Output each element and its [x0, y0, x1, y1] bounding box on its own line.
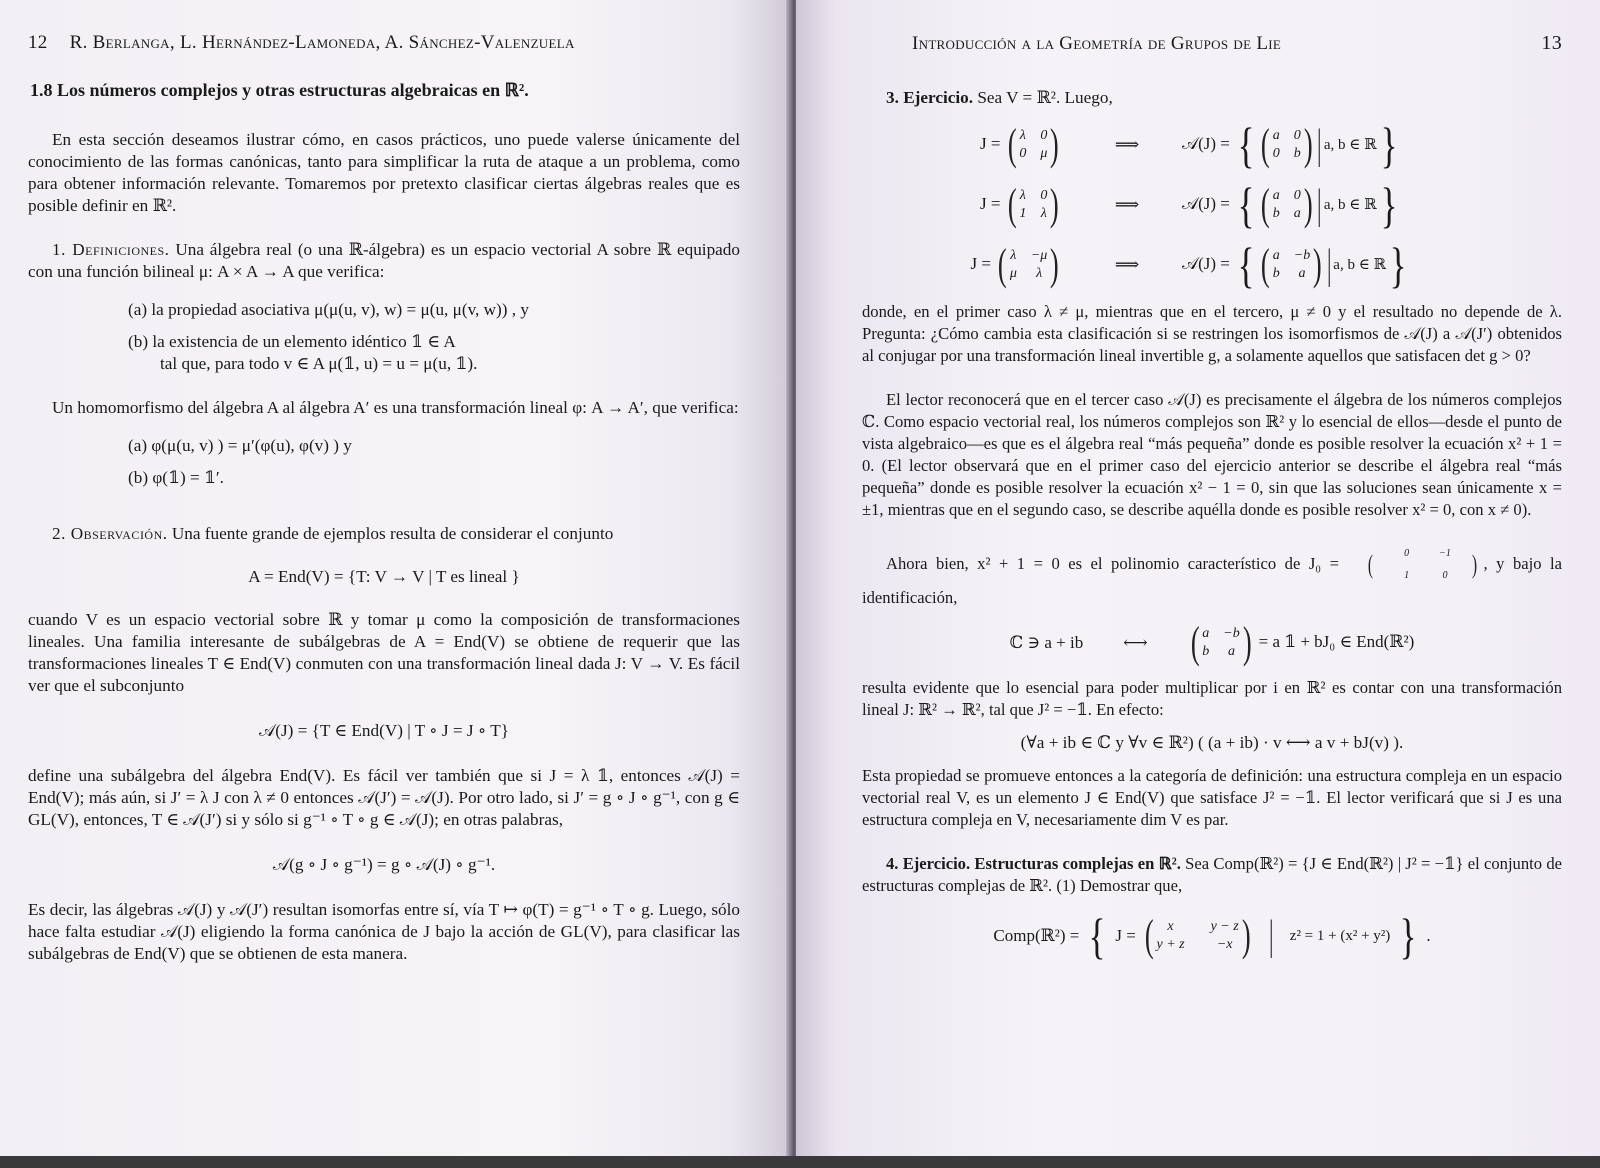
left-running-head — [28, 32, 740, 54]
definitions-paragraph — [28, 239, 740, 283]
title-header: Introducción a la Geometría de Grupos de Lie — [912, 33, 1282, 54]
defines-paragraph: define una subálgebra del álgebra End(V). Es fácil ver también que si J = λ 𝟙, entonces 𝒜(J) = End(V); más aún, si J′ = λ J con λ ≠ 0 entonces 𝒜(J′) = 𝒜(J). Por otro lado, si J′ = g ∘ J ∘ g⁻¹, con g ∈ GL(V), entonces, T ∈ 𝒜(J′) si y sólo si g⁻¹ ∘ T ∘ g ∈ 𝒜(J); en otras palabras, — [28, 766, 740, 829]
j-label: J = — [979, 193, 1001, 213]
hom-item-a: (a) φ(μ(u, v) ) = μ′(φ(u), φ(v) ) y — [128, 436, 352, 455]
implies-arrow: ⟹ — [1114, 135, 1140, 154]
subalgebra-paragraph: cuando V es un espacio vectorial sobre ℝ y tomar μ como la composición de transformaciones lineales. Una familia interesante de subálgebras de A = End(V) se obtiene de requerir que las transformaciones lineales T ∈ End(V) conmuten con una transformación lineal dada J: V → V. Es fácil ver que el subconjunto — [28, 610, 740, 695]
ahora-paragraph — [862, 543, 1562, 609]
def-item-b-line1: (b) la existencia de un elemento idéntico 𝟙 ∈ A — [128, 332, 456, 351]
set-condition: a, b ∈ ℝ — [1323, 196, 1377, 213]
j-matrix: ( λ 0 1 λ ) — [1007, 180, 1060, 229]
closing-paragraph: Es decir, las álgebras 𝒜(J) y 𝒜(J′) resultan isomorfas entre sí, vía T ↦ φ(T) = g⁻¹ ∘ T ∘ g. Luego, sólo hace falta estudiar 𝒜(J) eligiendo la forma canónica de J bajo la acción de GL(V), para clasificar las subálgebras de End(V) que se obtienen de esta manera. — [28, 900, 740, 963]
definitions-text: Una álgebra real (o una ℝ-álgebra) es un espacio vectorial A sobre ℝ equipado con una función bilineal μ: A × A → A que verifica: — [28, 240, 740, 281]
def-item-b — [128, 331, 740, 375]
intro-paragraph: En esta sección deseamos ilustrar cómo, en casos prácticos, uno puede valerse únicamente del conocimiento de las formas canónicas, tanto para simplificar la ruta de ataque a un problema, como para obtener información relevante. Tomaremos por pretexto clasificar ciertas álgebras reales que es posible definir en ℝ². — [28, 130, 740, 215]
a-matrix: ( a −b b a ) — [1261, 240, 1322, 289]
bottom-edge — [0, 1156, 1600, 1168]
j-label: J = — [970, 253, 991, 273]
observation-paragraph — [28, 523, 740, 545]
exercise-3-cases — [862, 115, 1562, 295]
comp-formula: Comp(ℝ²) = { J = ( x y − z y + z −x ) | z² = 1 + (x² + y²) } . — [993, 908, 1431, 964]
identification-formula — [862, 613, 1562, 673]
result-paragraph: resulta evidente que lo esencial para poder multiplicar por i en ℝ² es contar con una transformación lineal J: ℝ² → ℝ², tal que J² = −𝟙. En efecto: — [862, 678, 1562, 719]
ident-lhs: ℂ ∋ a + ib — [1009, 633, 1084, 652]
case-row: J = ( λ 0 1 λ ) ⟹ 𝒜(J) = { ( a 0 b a ) | a, b ∈ ℝ} — [979, 177, 1397, 233]
homomorphism-paragraph: Un homomorfismo del álgebra A al álgebra A′ es una transformación lineal φ: A → A′, que verifica: — [52, 398, 739, 417]
def-item-a: (a) la propiedad asociativa μ(μ(u, v), w) = μ(u, μ(v, w)) , y — [128, 300, 529, 319]
implies-arrow: ⟹ — [1114, 195, 1140, 214]
ident-rhs: = a 𝟙 + bJ₀ ∈ End(ℝ²) — [1258, 631, 1415, 651]
comp-matrix: ( x y − z y + z −x ) — [1144, 911, 1251, 960]
exercise-4-text: Sea Comp(ℝ²) = {J ∈ End(ℝ²) | J² = −𝟙} el conjunto de estructuras complejas de ℝ². (1) Demostrar que, — [862, 854, 1562, 895]
exercise-4-paragraph — [862, 853, 1562, 897]
hom-item-b: (b) φ(𝟙) = 𝟙′. — [128, 468, 224, 487]
exercise-3-after: donde, en el primer caso λ ≠ μ, mientras que en el tercero, μ ≠ 0 y el resultado no depende de λ. Pregunta: ¿Cómo cambia esta clasificación si se restringen los isomorfismos de 𝒜(J) a 𝒜(J′) obtenidos al conjugar por una transformación lineal invertible g, a solamente aquellos que satisfacen det g > 0? — [862, 302, 1562, 365]
j-matrix: ( λ −μ μ λ ) — [998, 240, 1060, 289]
section-title: 1.8 Los números complejos y otras estructuras algebraicas en ℝ². — [30, 80, 529, 100]
observation-label: 2. Observación. — [52, 524, 168, 543]
author-header: R. Berlanga, L. Hernández-Lamoneda, A. Sánchez-Valenzuela — [69, 32, 575, 53]
forall-formula: (∀a + ib ∈ ℂ y ∀v ∈ ℝ²) ( (a + ib) · v ⟷ a v + bJ(v) ). — [1020, 733, 1404, 752]
definitions-label: 1. Definiciones. — [52, 240, 170, 259]
comp-condition: z² = 1 + (x² + y²) — [1289, 927, 1391, 944]
observation-text: Una fuente grande de ejemplos resulta de considerar el conjunto — [171, 524, 614, 543]
ahora-text-2: , y bajo la identificación, — [862, 553, 1563, 607]
j-label: J = — [979, 133, 1001, 153]
a-label: 𝒜(J) = — [1182, 133, 1230, 153]
right-page — [796, 0, 1600, 1158]
comp-j: J = — [1115, 926, 1136, 945]
set-condition: a, b ∈ ℝ — [1333, 256, 1387, 273]
def-item-b-line2: tal que, para todo v ∈ A μ(𝟙, u) = u = μ(u, 𝟙). — [160, 354, 478, 373]
property-paragraph: Esta propiedad se promueve entonces a la categoría de definición: una estructura compleja en un espacio vectorial real V, es un elemento J ∈ End(V) que satisface J² = −𝟙. El lector verificará que si J es una estructura compleja en V, necesariamente dim V es par. — [862, 766, 1562, 829]
exercise-3-label: 3. Ejercicio. — [886, 88, 974, 107]
page-number: 13 — [1541, 32, 1562, 54]
set-condition: a, b ∈ ℝ — [1323, 136, 1377, 153]
exercise-3-text: Sea V = ℝ². Luego, — [977, 88, 1113, 107]
a-matrix: ( a 0 b a ) — [1261, 180, 1313, 229]
AJ-formula: 𝒜(J) = {T ∈ End(V) | T ∘ J = J ∘ T} — [258, 721, 510, 740]
exercise-3-intro — [886, 87, 1562, 109]
a-label: 𝒜(J) = — [1182, 253, 1230, 273]
ident-matrix: ( a −b b a ) — [1190, 618, 1252, 667]
page-number: 12 — [28, 32, 48, 53]
ahora-text-1: Ahora bien, x² + 1 = 0 es el polinomio característico de J₀ = — [886, 553, 1339, 573]
a-label: 𝒜(J) = — [1182, 193, 1230, 213]
ident-arrow: ⟷ — [1123, 633, 1148, 652]
j-matrix: ( λ 0 0 μ ) — [1007, 120, 1060, 169]
conjugation-formula: 𝒜(g ∘ J ∘ g⁻¹) = g ∘ 𝒜(J) ∘ g⁻¹. — [272, 855, 496, 874]
implies-arrow: ⟹ — [1114, 255, 1140, 274]
complex-paragraph: El lector reconocerá que en el tercer caso 𝒜(J) es precisamente el álgebra de los números complejos ℂ. Como espacio vectorial real, los números complejos son ℝ² y lo esencial de ellos—desde el punto de vista algebraico—es que es el álgebra real “más pequeña” donde es posible resolver la ecuación x² + 1 = 0. (El lector observará que en el primer caso del ejercicio anterior se describe el álgebra real “más pequeña” donde es posible resolver la ecuación x² − 1 = 0, sin que las soluciones sean únicamente x = ±1, mientras que en el segundo caso, se describe aquélla donde es posible resolver x² = 0, con x ≠ 0). — [862, 390, 1562, 519]
j0-matrix: ( 0 −1 1 0 ) — [1368, 548, 1477, 581]
endV-formula: A = End(V) = {T: V → V | T es lineal } — [248, 567, 520, 586]
case-row: J = ( λ −μ μ λ ) ⟹ 𝒜(J) = { ( a −b b a ) | a, b ∈ ℝ} — [970, 237, 1407, 293]
comp-lhs: Comp(ℝ²) = — [993, 926, 1080, 945]
case-row: J = ( λ 0 0 μ ) ⟹ 𝒜(J) = { ( a 0 0 b ) | a, b ∈ ℝ} — [979, 117, 1397, 173]
left-page — [0, 0, 792, 1158]
a-matrix: ( a 0 0 b ) — [1261, 120, 1313, 169]
right-running-head — [862, 32, 1562, 55]
exercise-4-label: 4. Ejercicio. Estructuras complejas en ℝ². — [886, 854, 1181, 873]
